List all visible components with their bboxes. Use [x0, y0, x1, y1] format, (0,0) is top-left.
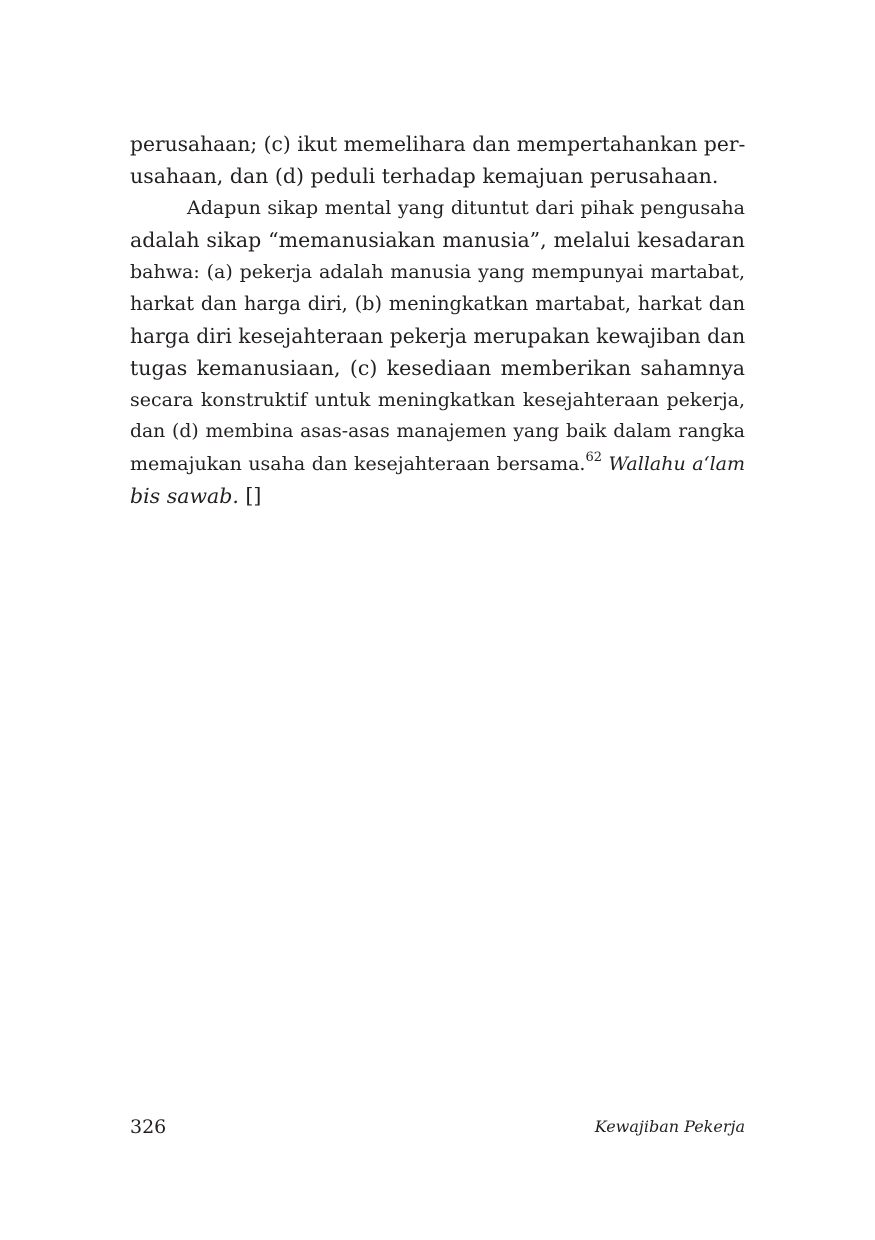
text-line: [130, 448, 745, 480]
text-line: Adapun sikap mental yang dituntut dari pihak pengusaha: [187, 197, 745, 219]
text-segment: memajukan usaha dan kesejahteraan bersama.: [130, 453, 586, 475]
italic-phrase: Wallahu a‘lam: [602, 453, 746, 475]
body-text: [130, 128, 745, 512]
running-title: Kewajiban Pekerja: [594, 1117, 745, 1136]
text-line: harkat dan harga diri, (b) meningkatkan martabat, harkat dan: [130, 292, 745, 315]
text-line: adalah sikap “memanusiakan manusia”, melalui kesadaran: [130, 228, 745, 252]
text-line: tugas kemanusiaan, (c) kesediaan memberikan sahamnya: [130, 356, 745, 380]
paragraph-2: [130, 192, 745, 512]
text-line: perusahaan; (c) ikut memelihara dan mempertahankan per-: [130, 132, 746, 156]
text-segment: []: [238, 484, 262, 508]
page-number: 326: [130, 1116, 167, 1138]
page-footer: [130, 1114, 745, 1140]
paragraph-1: [130, 128, 745, 192]
text-line: secara konstruktif untuk meningkatkan kesejahteraan pekerja,: [130, 389, 745, 411]
footnote-marker: 62: [585, 450, 603, 465]
text-line: [130, 480, 745, 512]
text-line: usahaan, dan (d) peduli terhadap kemajuan perusahaan.: [130, 164, 719, 188]
italic-phrase: bis sawab.: [130, 484, 239, 508]
text-line: harga diri kesejahteraan pekerja merupakan kewajiban dan: [130, 324, 746, 348]
text-line: bahwa: (a) pekerja adalah manusia yang mempunyai martabat,: [130, 261, 745, 283]
text-line: dan (d) membina asas-asas manajemen yang baik dalam rangka: [130, 421, 745, 442]
